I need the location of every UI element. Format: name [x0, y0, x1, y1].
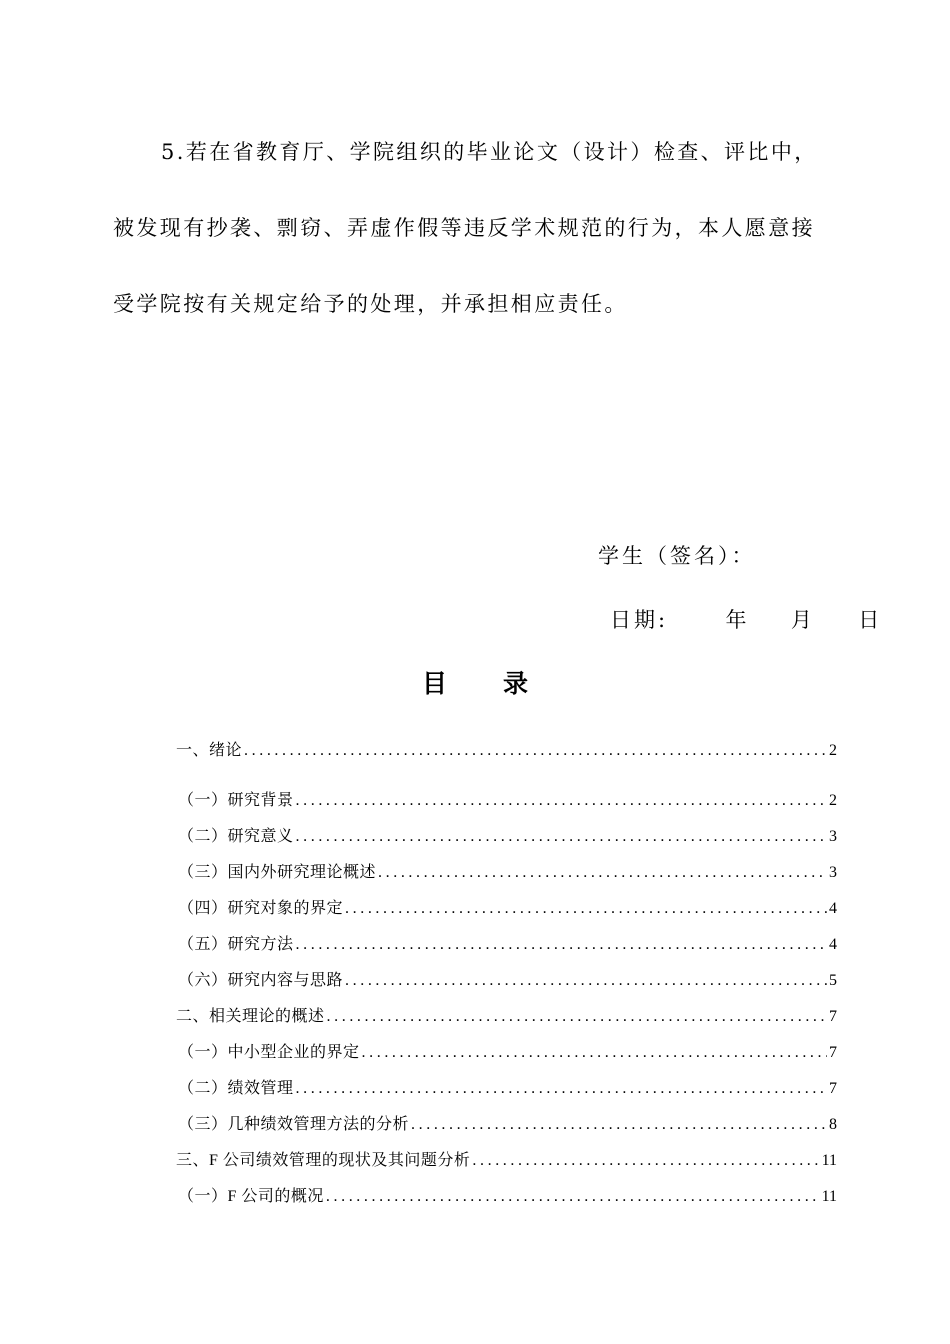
toc-entry-title: 一、绪论	[176, 742, 243, 759]
table-of-contents	[176, 733, 837, 1215]
toc-leader-dots	[345, 963, 827, 999]
declaration-paragraph	[113, 114, 838, 342]
toc-entry-page: 2	[829, 792, 837, 809]
toc-leader-dots	[244, 733, 827, 769]
toc-entry-title: （三）国内外研究理论概述	[178, 864, 377, 881]
toc-leader-dots	[296, 1071, 827, 1107]
toc-entry[interactable]	[176, 999, 837, 1035]
toc-entry-title: 三、F 公司绩效管理的现状及其问题分析	[176, 1152, 471, 1169]
student-signature-label: 学生（签名）：	[598, 544, 756, 568]
toc-entry[interactable]	[176, 891, 837, 927]
toc-entry-title: （五）研究方法	[178, 936, 294, 953]
toc-leader-dots	[411, 1107, 827, 1143]
toc-title-char: 目	[421, 669, 447, 698]
toc-entry-title: （一）中小型企业的界定	[178, 1044, 360, 1061]
toc-entry-page: 8	[829, 1116, 837, 1133]
toc-title	[0, 664, 950, 700]
toc-entry-page: 7	[829, 1044, 837, 1061]
toc-entry[interactable]	[176, 855, 837, 891]
month-label: 月	[790, 608, 815, 632]
toc-entry-page: 4	[829, 900, 837, 917]
toc-entry-page: 3	[829, 864, 837, 881]
toc-entry-title: （六）研究内容与思路	[178, 972, 344, 989]
toc-entry[interactable]	[176, 1143, 837, 1179]
toc-entry-page: 3	[829, 828, 837, 845]
toc-entry[interactable]	[176, 1179, 837, 1215]
toc-entry[interactable]	[176, 1071, 837, 1107]
toc-entry-title: （二）绩效管理	[178, 1080, 294, 1097]
toc-leader-dots	[472, 1143, 819, 1179]
toc-entry[interactable]	[176, 783, 837, 819]
toc-leader-dots	[362, 1035, 827, 1071]
toc-leader-dots	[345, 891, 827, 927]
toc-entry[interactable]	[176, 1035, 837, 1071]
toc-entry[interactable]	[176, 1107, 837, 1143]
date-line	[610, 604, 882, 634]
toc-entry[interactable]	[176, 927, 837, 963]
toc-leader-dots	[327, 999, 827, 1035]
toc-entry-page: 11	[821, 1188, 837, 1205]
toc-leader-dots	[378, 855, 827, 891]
toc-entry-title: 二、相关理论的概述	[176, 1008, 325, 1025]
toc-entry-title: （四）研究对象的界定	[178, 900, 344, 917]
toc-entry-title: （三）几种绩效管理方法的分析	[178, 1116, 410, 1133]
toc-entry-page: 11	[821, 1152, 837, 1169]
declaration-line: 被发现有抄袭、剽窃、弄虚作假等违反学术规范的行为，本人愿意接	[113, 216, 815, 240]
date-label: 日期:	[610, 608, 669, 632]
toc-leader-dots	[296, 927, 827, 963]
toc-entry-title: （一）研究背景	[178, 792, 294, 809]
toc-entry[interactable]	[176, 733, 837, 783]
toc-entry-title: （二）研究意义	[178, 828, 294, 845]
toc-leader-dots	[296, 783, 827, 819]
toc-entry[interactable]	[176, 963, 837, 999]
toc-leader-dots	[326, 1179, 820, 1215]
toc-entry-page: 5	[829, 972, 837, 989]
toc-entry-title: （一）F 公司的概况	[178, 1188, 324, 1205]
declaration-line: 5.若在省教育厅、学院组织的毕业论文（设计）检查、评比中，	[161, 140, 818, 164]
toc-entry-page: 4	[829, 936, 837, 953]
toc-leader-dots	[296, 819, 827, 855]
year-label: 年	[725, 608, 750, 632]
day-label: 日	[858, 608, 883, 632]
toc-entry-page: 2	[829, 742, 837, 759]
declaration-line: 受学院按有关规定给予的处理，并承担相应责任。	[113, 292, 628, 316]
toc-entry[interactable]	[176, 819, 837, 855]
toc-entry-page: 7	[829, 1008, 837, 1025]
toc-entry-page: 7	[829, 1080, 837, 1097]
toc-title-char: 录	[503, 669, 529, 698]
